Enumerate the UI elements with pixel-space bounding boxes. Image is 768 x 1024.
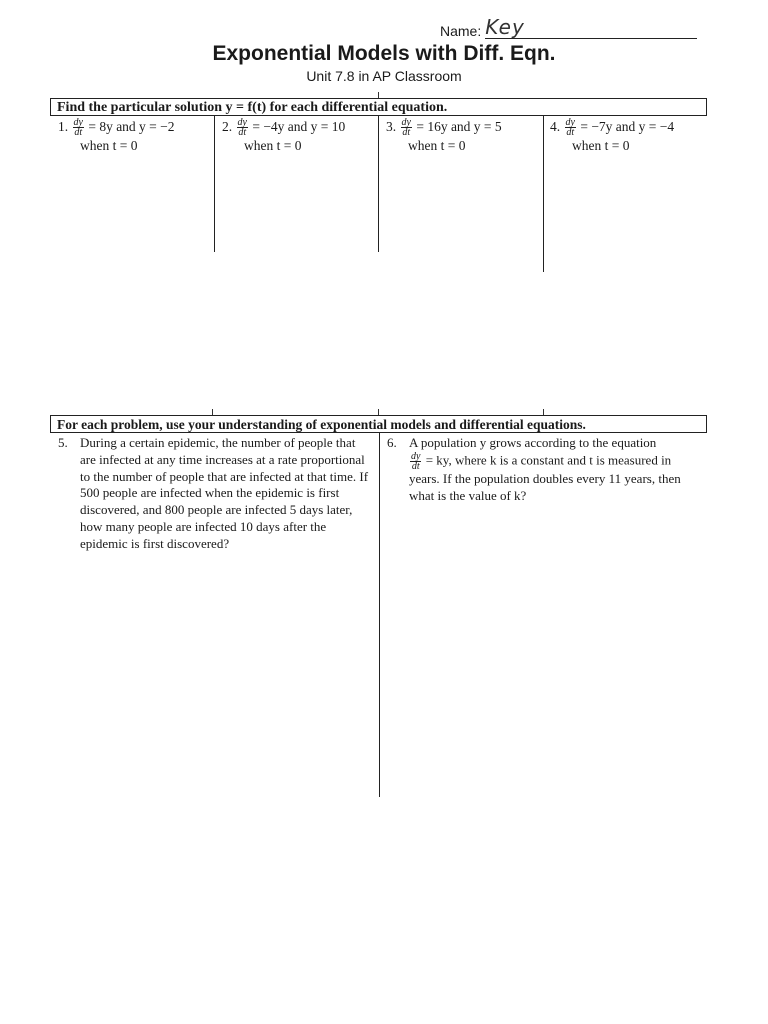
problem-6 (387, 435, 703, 504)
problem-text-line3: years. If the population doubles every 11 years, then what is the value of k? (409, 470, 681, 503)
name-value: Key (485, 15, 525, 39)
problem-number: 6. (387, 435, 397, 450)
page-subtitle: Unit 7.8 in AP Classroom (306, 68, 462, 84)
problem-text: During a certain epidemic, the number of people that are infected at any time increases at a rate proportional to the number of people that are infected at that time. If 500 people are infected when the epidemic is first discovered, and 800 people are infected 5 days later, how many people are infected 10 days after the epidemic is first discovered? (80, 435, 369, 551)
problem-number: 4. (550, 119, 561, 134)
page-title: Exponential Models with Diff. Eqn. (212, 42, 556, 65)
tick-mark (212, 409, 213, 415)
problem-equation: = 8y and y = −2 (88, 119, 175, 134)
tick-mark (378, 409, 379, 415)
problem-condition: when t = 0 (572, 138, 630, 154)
problem-2 (222, 118, 374, 154)
problem-number: 1. (58, 119, 69, 134)
problem-number: 3. (386, 119, 397, 134)
problem-equation: = −4y and y = 10 (252, 119, 346, 134)
problem-condition: when t = 0 (408, 138, 466, 154)
problem-equation: = −7y and y = −4 (580, 119, 675, 134)
problem-3 (386, 118, 538, 154)
name-line (485, 14, 697, 39)
problem-5 (58, 435, 370, 553)
column-divider (214, 116, 215, 252)
column-divider (543, 116, 544, 272)
tick-mark (543, 409, 544, 415)
tick-mark (378, 92, 379, 98)
derivative-fraction: $\frac{dy}{dt}$ (73, 117, 83, 139)
problem-text-line1: A population y grows according to the equation (409, 435, 657, 450)
problem-4 (550, 118, 706, 154)
problem-text-line2: = ky, where k is a constant and t is measured in (425, 452, 672, 468)
derivative-fraction: $\frac{dy}{dt}$ (237, 117, 247, 139)
name-field (440, 14, 697, 39)
problem-number: 5. (58, 435, 68, 450)
section1-instruction: Find the particular solution y = f(t) for each differential equation. (50, 98, 707, 116)
name-label: Name: (440, 23, 482, 39)
derivative-fraction: $\frac{dy}{dt}$ (401, 117, 411, 139)
problem-condition: when t = 0 (80, 138, 138, 154)
problem-condition: when t = 0 (244, 138, 302, 154)
problem-1 (58, 118, 210, 154)
derivative-fraction: $\frac{dy}{dt}$ (565, 117, 575, 139)
section2-instruction: For each problem, use your understanding of exponential models and differential equations. (50, 415, 707, 433)
problem-equation: = 16y and y = 5 (416, 119, 502, 134)
problem-number: 2. (222, 119, 233, 134)
column-divider (378, 116, 379, 252)
column-divider (379, 433, 380, 797)
derivative-fraction: $\frac{dy}{dt}$ (411, 450, 421, 472)
